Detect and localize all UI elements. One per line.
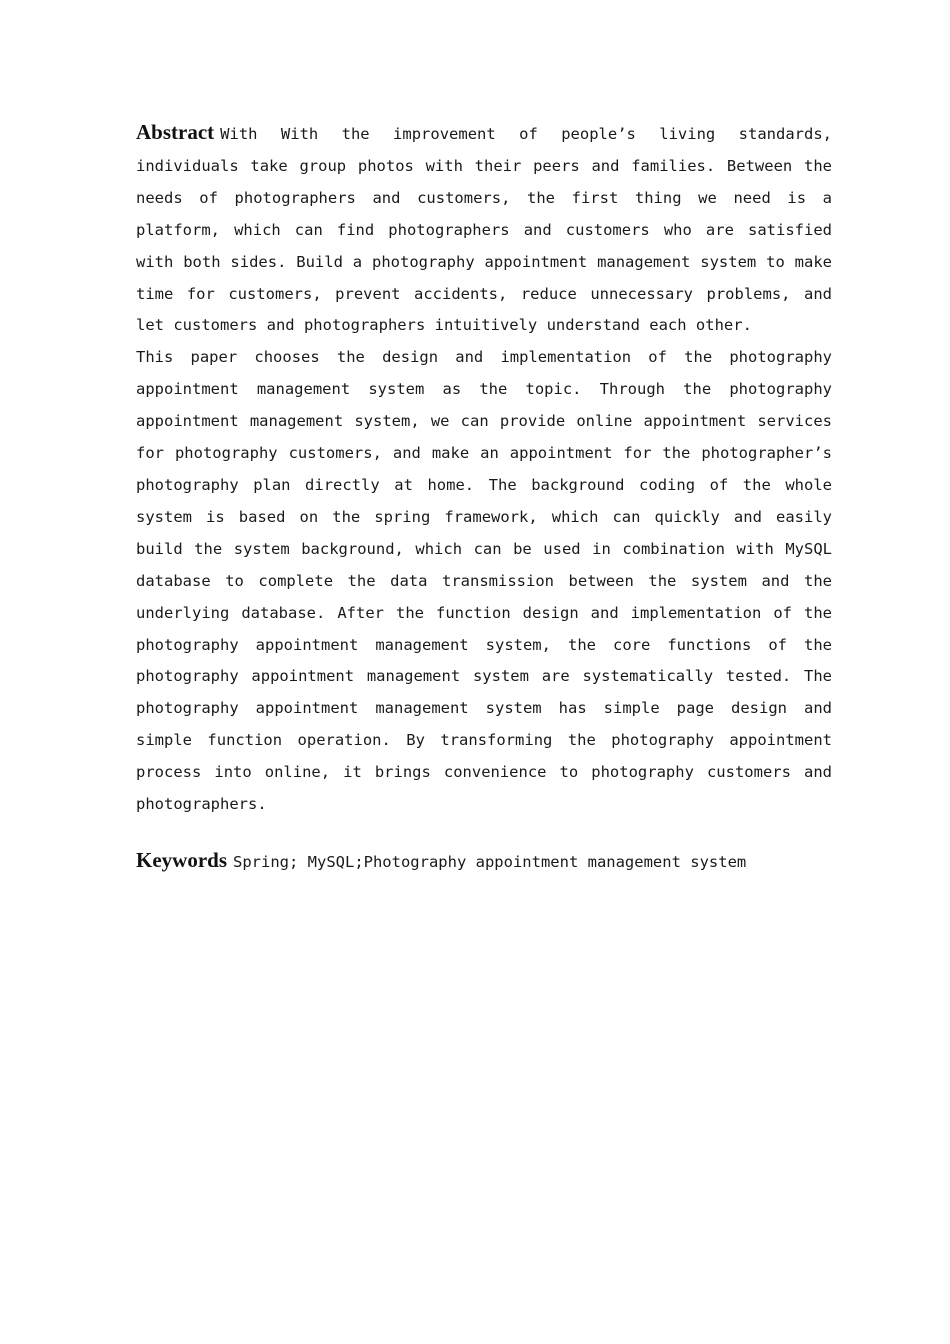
abstract-paragraph-1-text: With With the improvement of people’s living standards, individuals take group photos with their peers and families. Between the needs of photographers and customers, the first thing we need is a platform, which can find photographers and customers who are satisfied with both sides. Build a photography appointment management system to make time for customers, prevent accidents, reduce unnecessary problems, and let customers and photographers intuitively understand each other.: [136, 125, 832, 335]
abstract-heading: Abstract: [136, 120, 215, 144]
keywords-text: Spring; MySQL;Photography appointment management system: [233, 853, 747, 871]
keywords-section: [136, 844, 832, 878]
keywords-heading: Keywords: [136, 848, 227, 872]
abstract-paragraph-1: [136, 117, 832, 342]
abstract-section: [136, 117, 832, 821]
abstract-paragraph-2: This paper chooses the design and implementation of the photography appointment management system as the topic. Through the photography appointment management system, we can provide online appointment services for photography customers, and make an appointment for the photographer’s photography plan directly at home. The background coding of the whole system is based on the spring framework, which can quickly and easily build the system background, which can be used in combination with MySQL database to complete the data transmission between the system and the underlying database. After the function design and implementation of the photography appointment management system, the core functions of the photography appointment management system are systematically tested. The photography appointment management system has simple page design and simple function operation. By transforming the photography appointment process into online, it brings convenience to photography customers and photographers.: [136, 348, 832, 814]
